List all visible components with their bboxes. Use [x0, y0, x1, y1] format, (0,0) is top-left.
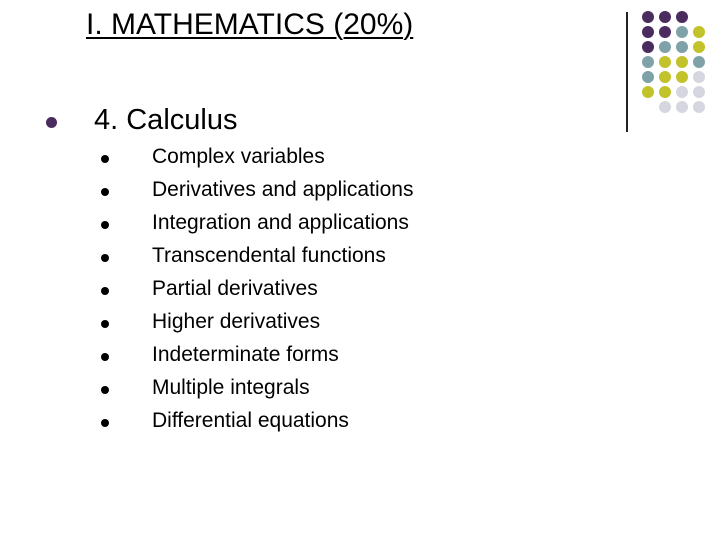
bullet-dot [101, 386, 109, 394]
deco-dot [693, 86, 705, 98]
list-item [0, 309, 720, 341]
section-heading: 4. Calculus [94, 104, 238, 136]
list-item [0, 144, 720, 176]
deco-dot [676, 56, 688, 68]
deco-dot [676, 26, 688, 38]
bullet-dot [101, 254, 109, 262]
deco-dot [659, 56, 671, 68]
deco-dot [676, 86, 688, 98]
deco-dot [659, 71, 671, 83]
deco-dot [676, 11, 688, 23]
list-item [0, 276, 720, 308]
deco-dot [642, 11, 654, 23]
list-item-text: Multiple integrals [152, 376, 310, 399]
list-item [0, 375, 720, 407]
bullet-dot [101, 320, 109, 328]
deco-dot [693, 101, 705, 113]
deco-dot [659, 26, 671, 38]
deco-dot [659, 11, 671, 23]
list-item-text: Transcendental functions [152, 244, 386, 267]
list-item-text: Higher derivatives [152, 310, 321, 333]
divider-line [626, 12, 628, 132]
bullet-dot [101, 419, 109, 427]
bullet-dot [101, 188, 109, 196]
deco-dot [659, 41, 671, 53]
deco-dot [676, 71, 688, 83]
list-item-text: Differential equations [152, 409, 349, 432]
deco-dot [693, 26, 705, 38]
deco-dot [693, 71, 705, 83]
deco-dot [676, 101, 688, 113]
deco-dot [642, 41, 654, 53]
list-item [0, 210, 720, 242]
list-item [0, 342, 720, 374]
deco-dot [642, 71, 654, 83]
deco-dot [642, 56, 654, 68]
deco-dot [642, 86, 654, 98]
main-bullet [46, 117, 57, 128]
bullet-dot [101, 353, 109, 361]
bullet-dot [101, 287, 109, 295]
list-item-text: Integration and applications [152, 211, 409, 234]
deco-dot [676, 41, 688, 53]
deco-dot [642, 26, 654, 38]
bullet-dot [101, 155, 109, 163]
list-item [0, 408, 720, 440]
slide-title: I. MATHEMATICS (20%) [86, 8, 414, 41]
list-item [0, 177, 720, 209]
deco-dot [659, 86, 671, 98]
deco-dot [693, 41, 705, 53]
list-item-text: Partial derivatives [152, 277, 318, 300]
deco-dot [659, 101, 671, 113]
list-item [0, 243, 720, 275]
deco-dot [693, 56, 705, 68]
list-item-text: Derivatives and applications [152, 178, 414, 201]
bullet-dot [101, 221, 109, 229]
list-item-text: Complex variables [152, 145, 325, 168]
list-item-text: Indeterminate forms [152, 343, 339, 366]
